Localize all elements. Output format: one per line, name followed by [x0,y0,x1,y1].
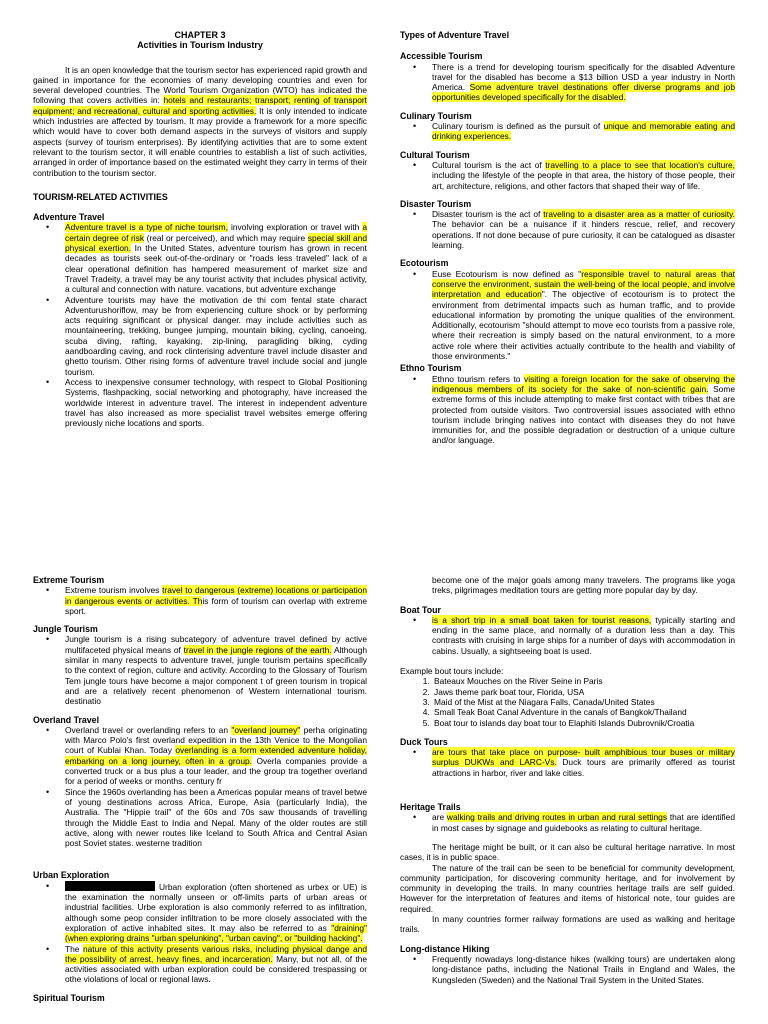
text-run: It is only intended to indicate which industries are affected by tourism. It may provide a framework for a more specific which would have to cover both demand aspects in the surveys of visitors and supply aspects (survey of tourism enterprises). By identifying activities that are to some extent relevant to the tourism sector, it will enable countries to establish a list of such activities, arranged in order of importance based on the estimated weight they carry in terms of their contribution to the tourism sector. [33,105,367,178]
highlighted-text: hotels and restaurants; transport; renting of transport equipment; and recreational, cultural and sporting activities. [33,95,367,116]
boat-example: 2. Jaws theme park boat tour, Florida, USA [432,687,735,697]
highlighted-text: visiting a foreign location for the sake of observing the indigenous members of its society for the sake of non-scientific gain. [432,373,735,394]
text-run: ". The objective of ecotourism is to protect the environment from detrimental impacts such as human traffic, and to provide educational information by promoting the unique qualities of the environment. Additionally, ecotourism "should attempt to move eco tourists from a passive role, where their recreation is simply based on the natural environment, to a more active role where their activities actually contribute to the health and viability of those environments." [432,289,735,362]
page2-left-column [33,575,367,1003]
boat-tour-bullet [432,615,735,656]
boat-examples-intro: Example bout tours include: [400,666,504,677]
text-run: are [432,812,447,823]
section-bullets [33,585,367,616]
highlighted-text: travel in the jungle regions of the earth. [183,644,332,655]
section-bullet [432,269,735,362]
boat-examples-list [400,676,735,727]
section-heading: Ethno Tourism [400,363,462,374]
heritage-trails-bullet [432,812,735,833]
highlighted-text: "draining" (when exploring drains "urban spelunking", "urban caving", or "building hacking". [65,922,367,944]
section-bullets [400,121,735,142]
adventure-bullet [65,295,367,377]
section-bullet [65,634,367,706]
text-run: Since the 1960s overlanding has been a Americas popular means of travel betwe of young destinations across Africa, Europe, Asia (particularly India), the Australia. The "Hippie trail" of the 60s and 70s saw thousands of travelling through the Middle East to India and Nepal. Many of the older routes are still active, along with newer routes like Iceland to South Africa and Central Asian post Soviet states. westerne tradition [65,786,367,849]
page1-right-column [400,30,735,446]
highlighted-text: unique and memorable eating and drinking experiences. [432,121,735,142]
text-run: Jungle tourism is a rising subcategory of adventure travel defined by active multifaceted physical means of [65,634,367,655]
section-bullets [400,374,735,446]
text-run: involving exploration or travel with [227,222,363,233]
section-bullets [400,209,735,250]
chapter-number: CHAPTER 3 [174,30,226,40]
heritage-paragraph: The heritage might be built, or it can also be cultural heritage narrative. In most cases, it is in public space. [400,841,735,863]
section-bullet [65,585,367,616]
text-run: Euse Ecotourism is now defined as " [432,268,582,279]
section-bullet [432,62,735,103]
text-run: Urban exploration (often shortened as urbex or UE) is the examination the normally unseen or off-limits parts of urban areas or industrial facilities. Urbe exploration is also commonly referred to as infiltration, although some peop consider infiltration to be more closely associated with the exploration of active inhabited sites. It may also be referred to as [65,881,367,933]
section-bullet [65,725,367,787]
text-run: that are identified in most cases by signage and guidebooks as relating to cultural heritage. [432,812,735,833]
heritage-paragraph: In many countries former railway formations are used as walking and heritage trails. [400,914,735,935]
section-bullets [33,881,367,985]
duck-tours-bullet [432,747,735,778]
highlighted-text: traveling to a disaster area as a matter of curiosity. [543,209,735,220]
heritage-trails-heading: Heritage Trails [400,802,461,813]
highlighted-text: Some adventure travel destinations offer diverse programs and job opportunities developed specifically for the disabled. [432,82,735,103]
boat-example: 5. Boat tour to islands day boat tour to Elaphiti Islands Dubrovnik/Croatia [432,718,735,728]
text-run: Many, but not all, of the activities associated with urban exploration could be considered trespassing or othe violations of local or regional laws. [65,953,368,985]
highlighted-text: responsible travel to natural areas that conserve the environment, sustain the well-being of the local people, and involve interpretation and education [432,268,735,300]
text-run: including the lifestyle of the people in that area, the history of those people, their art, architecture, religions, and other factors that shaped their way of life. [432,170,735,191]
boat-example: 4. Small Teak Boat Canal Adventure in the canals of Bangkok/Thailand [432,707,735,717]
section-bullets [400,269,735,362]
text-run: There is a trend for developing tourism specifically for the disabled Adventure travel for the disabled has become a $13 billion USD a year industry in North America. [432,61,735,93]
text-run: Although similar in many respects to adventure travel, jungle tourism pertains specifically to the context of region, culture and activity. According to the Glossary of Tourism Tem jungle tours have become a major component t of green tourism in tropical and are a relatively recent phenomenon of Western international tourism. destinatio [65,644,368,707]
text-run: typically starting and ending in the same place, and normally of a duration less than a day. This contrasts with cruising in large ships for a number of days with accommodation in cabins. Usually, a sightseeing boat is used. [432,614,735,656]
section-heading: Extreme Tourism [33,575,105,585]
text-run: Duck tours are primarily offered as tourist attractions in harbor, river and lake cities. [432,757,735,778]
section-bullet [432,121,735,142]
types-heading: Types of Adventure Travel [400,30,510,40]
text-run: Ethno tourism refers to [432,373,525,384]
section-heading: Jungle Tourism [33,624,98,635]
section-heading: Overland Travel [33,714,100,725]
page2-right-column [400,575,735,985]
boat-example: 1. Bateaux Mouches on the River Seine in Paris [432,676,735,686]
highlighted-text: special skill and physical exertion. [65,232,367,254]
adventure-travel-heading: Adventure Travel [33,212,105,223]
text-run: Frequently nowadays long-distance hikes (walking tours) are undertaken along long-distance paths, including the National Trails in England and Wales, the Kungsleden (Sweden) and the National Trail System in the United States. [432,953,735,985]
highlighted-text: is a short trip in a small boat taken for tourist reasons, [432,614,652,625]
section-bullet [432,209,735,250]
boat-example: 3. Maid of the Mist at the Niagara Falls, Canada/United States [432,697,735,707]
highlighted-text: travel to dangerous (extreme) locations or participation in dangerous events or activities. Th [65,585,368,606]
section-bullets [33,725,367,849]
adventure-travel-list [33,222,367,428]
highlighted-text: "overland journey" [231,724,301,735]
section-bullet [432,374,735,446]
section-heading: Urban Exploration [33,870,110,881]
adventure-bullet [65,222,367,294]
section-heading: Cultural Tourism [400,149,470,160]
highlighted-text: are tours that take place on purpose- built amphibious tour buses or military surplus DUKWs and LARC-Vs. [432,747,735,768]
text-run: The behavior can be a nuisance if it hinders rescue, relief, and recovery operations. If not done because of pure curiosity, it can be catalogued as disaster learning. [432,219,735,251]
section-heading: Accessible Tourism [400,51,483,62]
long-distance-hiking-bullet [432,954,735,985]
text-run: It is an open knowledge that the tourism sector has experienced rapid growth and gained in importance for the economies of many developing countries and even for several developed countries. The World Tourism Organization (WTO) has indicated the following that covers activities in: [33,64,367,106]
section-bullet [65,944,367,985]
text-run: perha originating with Marco Polo's first overland expedition in the 13th Venice to the Mongolian court of Kublai Khan. Today [65,724,367,756]
text-run: In the United States, adventure tourism has grown in recent decades as tourists seek out-of-the-ordinary or "roads less traveled" lack of a clear operational definition has hampered measurement of market size and Travel Tradeity, a travel may be any tourist activity that includes physical activity, a cultural and connection with nature. vacations, but adventure exchange [65,243,367,295]
continuation-text: become one of the major goals among many travelers. The programs like yoga treks, pilgrimages meditation tours are getting more popular day by day. [432,575,735,596]
section-heading: Spiritual Tourism [33,992,105,1003]
text-run: Adventure tourists may have the motivation de thi com fental state charact Adventurushoriflow, may be from experiencing culture shock or by performing acts requiring significant or physical danger. may include activities such as mountaineering, trekking, bungee jumping, mountain biking, cycling, canoeing, scuba diving, rafting, kayaking, zip-lining, paragliding biking, cyding aandboarding caving, and rock clinterising adventure travel include disaster and ghetto tourism. Other rising forms of adventure travel include social and jungle tourism. [65,294,367,377]
long-distance-hiking-heading: Long-distance Hiking [400,943,490,954]
text-run: Cultural tourism is the act of [432,159,546,170]
types-sections [400,51,735,445]
text-run: Extreme tourism involves [65,585,163,596]
boat-tour-heading: Boat Tour [400,604,441,615]
section-bullets [400,62,735,103]
highlighted-text: Adventure travel is a type of niche tourism, [65,222,228,233]
page2-left-sections [33,575,367,1003]
text-run: The [65,943,83,954]
text-run: Access to inexpensive consumer technology, with respect to Global Positioning Systems, flashpacking, social networking and photography, have increased the worldwide interest in adventure travel. The interest in independent adventure travel has also increased as more specialist travel websites emerge offering previously niche locations and sports. [65,376,367,429]
text-run: Overla companies provide a converted truck or a bus plus a tour leader, and the group tra together overland for a period of weeks or months. century fr [65,755,367,787]
intro-paragraph [33,65,367,178]
text-run: Some extreme forms of this include attempting to make first contact with tribes that are protected from outside visitors. Two controversial issues associated with ethno tourism include bringing natives into contact with diseases they do not have immunities for, and the possible degradation or destruction of a unique culture and/or language. [432,383,735,446]
highlighted-text: a certain degree of risk [65,222,367,243]
highlighted-text: walking trails and driving routes in urban and rural settings [446,812,668,823]
text-run: Disaster tourism is the act of [432,209,544,220]
highlighted-text: overlanding is a form extended adventure holiday, embarking on a long journey, often in a group. [65,745,367,766]
highlighted-text: nature of this activity presents various risks, including physical dange and the possibility of arrest, heavy fines, and incarceration. [65,943,367,964]
text-run: Culinary tourism is defined as the pursuit of [432,121,604,132]
heritage-paragraph: The nature of the trail can be seen to be beneficial for community development, community participation, for discovering community heritage, and for involvement by community in developing the trails. In many countries heritage trails are self guided. However for the interpretation of features and items of historical note, tour guides are required. [400,862,735,914]
text-run: is form of tourism can overlap with extreme sport. [65,595,367,616]
redaction-bar [65,881,155,891]
section-heading: Ecotourism [400,258,449,269]
page1-left-column [33,30,367,428]
adventure-bullet [65,377,367,428]
text-run: Overland travel or overlanding refers to an [65,724,232,735]
chapter-title: Activities in Tourism Industry [137,40,263,51]
section-bullets [400,160,735,191]
section-heading: TOURISM-RELATED ACTIVITIES [33,191,168,202]
section-heading: Disaster Tourism [400,198,472,209]
duck-tours-heading: Duck Tours [400,736,448,747]
section-heading: Culinary Tourism [400,110,472,121]
section-bullets [33,634,367,706]
text-run: (real or perceived), and which may require [144,232,308,243]
section-bullet [65,881,367,944]
section-bullet [65,787,367,849]
section-bullet [432,160,735,191]
highlighted-text: travelling to a place to see that location's culture, [545,159,736,170]
